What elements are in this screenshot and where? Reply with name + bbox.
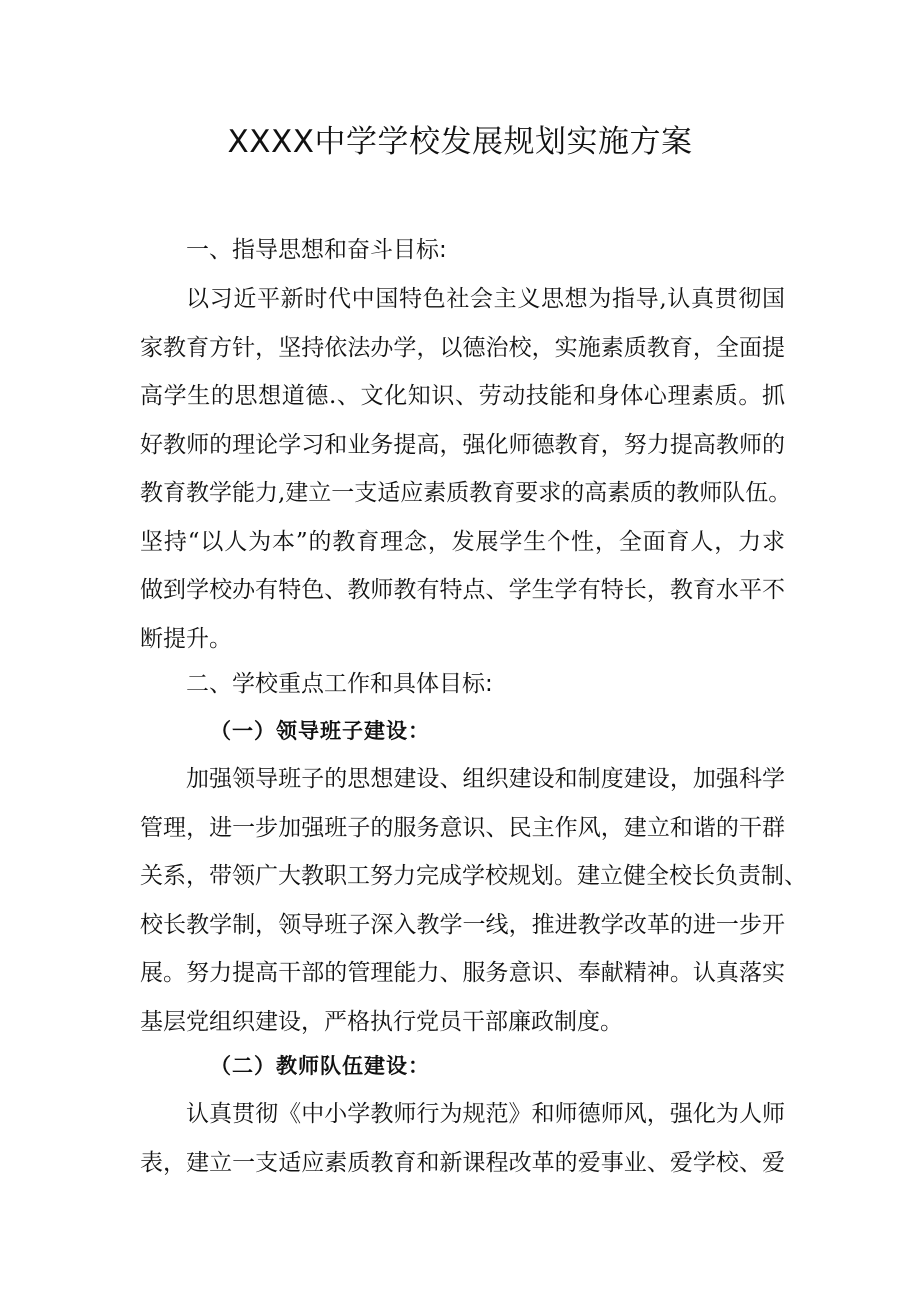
section-2-heading: 二、学校重点工作和具体目标:	[186, 671, 493, 697]
paragraph-line: 断提升。	[140, 625, 232, 652]
paragraph-line: 家教育方针，坚持依法办学，以德治校，实施素质教育，全面提	[140, 334, 785, 361]
document-title: XXXX中学学校发展规划实施方案	[227, 124, 693, 160]
section-1-heading: 一、指导思想和奋斗目标:	[186, 237, 447, 263]
paragraph-line: 关系，带领广大教职工努力完成学校规划。建立健全校长负责制、	[140, 863, 807, 889]
subsection-2-paragraph	[140, 1090, 785, 1187]
paragraph-line: 加强领导班子的思想建设、组织建设和制度建设，加强科学	[186, 766, 785, 792]
paragraph-line: 认真贯彻《中小学教师行为规范》和师德师风，强化为人师	[186, 1101, 785, 1127]
subsection-2-heading: （二）教师队伍建设：	[210, 1053, 430, 1078]
paragraph-line: 表，建立一支适应素质教育和新课程改革的爱事业、爱学校、爱	[140, 1149, 785, 1176]
paragraph-line: 展。努力提高干部的管理能力、服务意识、奉献精神。认真落实	[140, 960, 785, 986]
paragraph-line: 校长教学制，领导班子深入教学一线，推进教学改革的进一步开	[140, 911, 785, 938]
paragraph-line: 好教师的理论学习和业务提高，强化师德教育，努力提高教师的	[140, 431, 785, 458]
paragraph-line: 做到学校办有特色、教师教有特点、学生学有特长，教育水平不	[140, 577, 785, 603]
subsection-1-paragraph	[140, 755, 807, 1046]
paragraph-line: 管理，进一步加强班子的服务意识、民主作风，建立和谐的干群	[140, 814, 785, 841]
subsection-1-heading: （一）领导班子建设：	[210, 718, 430, 743]
paragraph-line: 高学生的思想道德.、文化知识、劳动技能和身体心理素质。抓	[140, 383, 785, 409]
section-1-paragraph	[140, 275, 792, 663]
paragraph-line: 坚持“以人为本”的教育理念，发展学生个性，全面育人，力求	[140, 528, 785, 555]
paragraph-line: 基层党组织建设，严格执行党员干部廉政制度。	[140, 1008, 623, 1035]
paragraph-line: 教育教学能力,建立一支适应素质教育要求的高素质的教师队伍。	[140, 480, 792, 506]
paragraph-line: 以习近平新时代中国特色社会主义思想为指导,认真贯彻国	[186, 286, 785, 312]
